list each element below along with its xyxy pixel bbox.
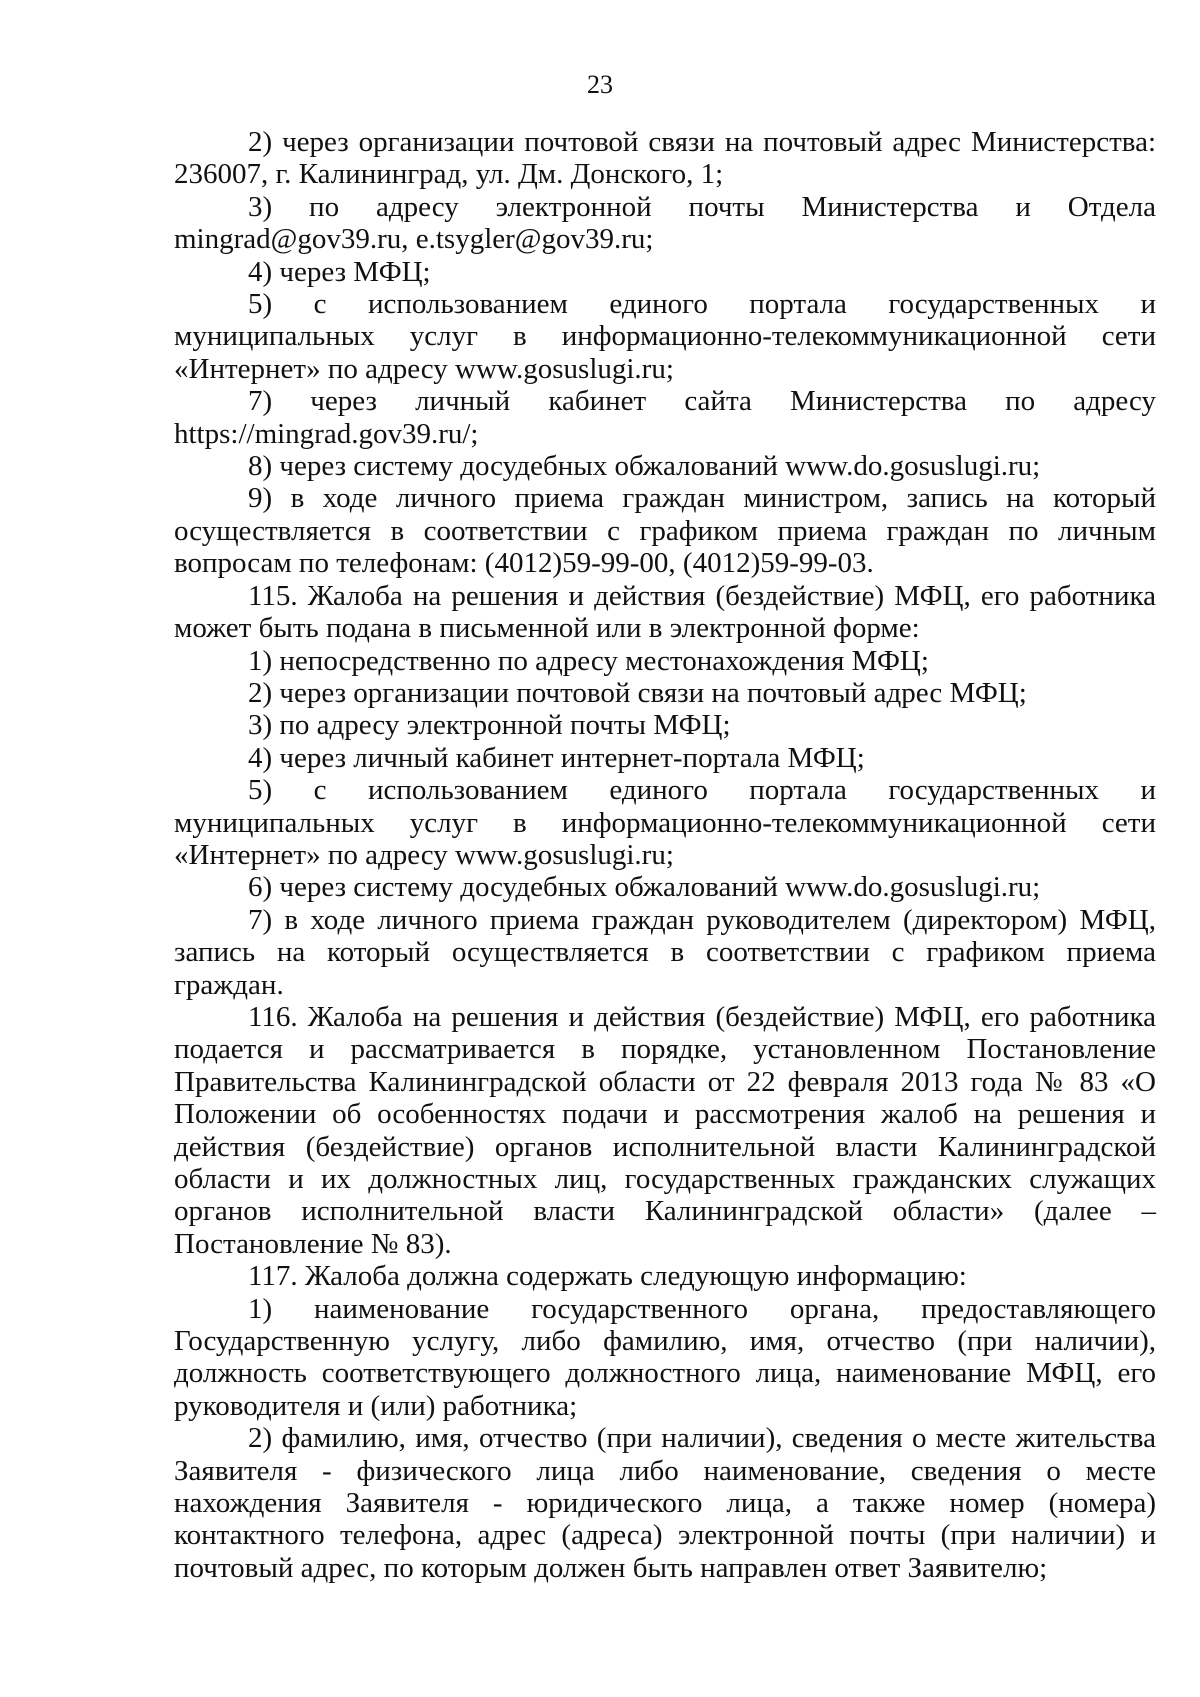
document-body bbox=[174, 126, 1156, 1584]
list-item: 2) через организации почтовой связи на почтовый адрес Министерства: 236007, г. Калининград, ул. Дм. Донского, 1; bbox=[174, 126, 1156, 191]
list-item: 5) с использованием единого портала государственных и муниципальных услуг в информационно-телекоммуникационной сети «Интернет» по адресу www.gosuslugi.ru; bbox=[174, 288, 1156, 385]
list-item: 6) через систему досудебных обжалований www.do.gosuslugi.ru; bbox=[248, 871, 1041, 904]
section-paragraph: 115. Жалоба на решения и действия (бездействие) МФЦ, его работника может быть подана в письменной или в электронной форме: bbox=[174, 579, 1156, 645]
list-item: 4) через личный кабинет интернет-портала МФЦ; bbox=[248, 741, 865, 774]
list-item: 8) через систему досудебных обжалований www.do.gosuslugi.ru; bbox=[248, 450, 1041, 483]
list-item: 5) с использованием единого портала государственных и муниципальных услуг в информационно-телекоммуникационной сети «Интернет» по адресу www.gosuslugi.ru; bbox=[174, 774, 1156, 871]
list-item: 1) непосредственно по адресу местонахождения МФЦ; bbox=[248, 644, 929, 677]
page-number: 23 bbox=[587, 70, 613, 99]
list-item: 2) через организации почтовой связи на почтовый адрес МФЦ; bbox=[248, 676, 1027, 709]
list-item: 3) по адресу электронной почты Министерства и Отдела mingrad@gov39.ru, e.tsygler@gov39.ru; bbox=[174, 190, 1156, 256]
list-item: 7) через личный кабинет сайта Министерства по адресу https://mingrad.gov39.ru/; bbox=[174, 385, 1156, 450]
list-item: 9) в ходе личного приема граждан министром, запись на который осуществляется в соответствии с графиком приема граждан по личным вопросам по телефонам: (4012)59-99-00, (4012)59-99-03. bbox=[174, 482, 1156, 580]
list-item: 2) фамилию, имя, отчество (при наличии), сведения о месте жительства Заявителя - физического лица либо наименование, сведения о месте нахождения Заявителя - юридического лица, а также номер (номера) контактного телефона, адрес (адреса) электронной почты (при наличии) и почтовый адрес, по которым должен быть направлен ответ Заявителю; bbox=[174, 1422, 1156, 1584]
section-paragraph: 116. Жалоба на решения и действия (бездействие) МФЦ, его работника подается и рассматривается в порядке, установленном Постановление Правительства Калининградской области от 22 февраля 2013 года № 83 «О Положении об особенностях подачи и рассмотрения жалоб на решения и действия (бездействие) органов исполнительной власти Калининградской области и их должностных лиц, государственных гражданских служащих органов исполнительной власти Калининградской области» (далее – Постановление № 83). bbox=[174, 1000, 1156, 1260]
section-paragraph: 117. Жалоба должна содержать следующую информацию: bbox=[248, 1260, 967, 1293]
list-item: 1) наименование государственного органа, предоставляющего Государственную услугу, либо фамилию, имя, отчество (при наличии), должность соответствующего должностного лица, наименование МФЦ, его руководителя и (или) работника; bbox=[174, 1292, 1156, 1422]
list-item: 4) через МФЦ; bbox=[248, 255, 431, 288]
list-item: 3) по адресу электронной почты МФЦ; bbox=[248, 709, 731, 742]
list-item: 7) в ходе личного приема граждан руководителем (директором) МФЦ, запись на который осуществляется в соответствии с графиком приема граждан. bbox=[174, 903, 1156, 1001]
